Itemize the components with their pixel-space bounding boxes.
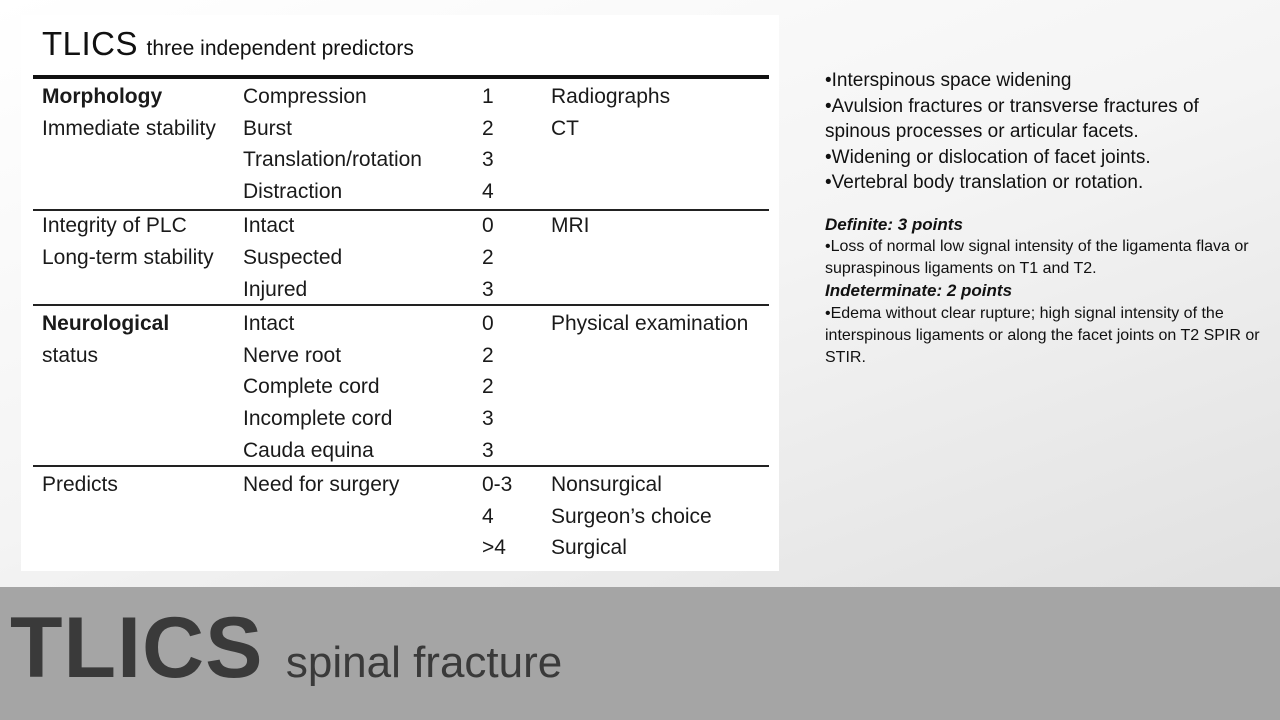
- table-cell-c3: 2: [482, 245, 494, 269]
- table-cell-c1: status: [42, 343, 99, 367]
- table-cell-c3: 2: [482, 116, 494, 140]
- table-cell-c2: Translation/rotation: [243, 148, 422, 172]
- table-row: [42, 81, 772, 113]
- table-cell-c4: MRI: [551, 214, 590, 238]
- table-cell-c3: 0-3: [482, 473, 513, 497]
- table-cell-c3: 0: [482, 312, 494, 336]
- table-row: [42, 340, 772, 372]
- table-cell-c2: Burst: [243, 116, 293, 140]
- table-cell-c3: 3: [482, 438, 494, 462]
- table-cell-c2: Intact: [243, 214, 295, 238]
- table-cell-c3: >4: [482, 536, 506, 560]
- slide-title: [10, 599, 562, 698]
- title-banner: [0, 587, 1280, 720]
- table-cell-c1: Integrity of PLC: [42, 214, 187, 238]
- finding-item: •Avulsion fractures or transverse fractures of spinous processes or articular facets.: [825, 95, 1199, 142]
- table-cell-c3: 1: [482, 85, 494, 108]
- table-cell-c4: Radiographs: [551, 85, 671, 108]
- table-cell-c3: 3: [482, 148, 494, 172]
- table-row: [42, 210, 772, 242]
- table-cell-c4: Nonsurgical: [551, 473, 662, 497]
- table-cell-c3: 2: [482, 375, 494, 399]
- table-cell-c2: Nerve root: [243, 343, 342, 367]
- table-cell-c2: Complete cord: [243, 375, 380, 399]
- tlics-table-card: [21, 15, 779, 571]
- slide-title-main: TLICS: [10, 600, 264, 696]
- table-cell-c2: Cauda equina: [243, 438, 374, 462]
- table-row: [42, 501, 772, 533]
- indeterminate-text: •Edema without clear rupture; high signal intensity of the interspinous ligaments or along the facet joints on T2 SPIR or STIR.: [825, 304, 1260, 367]
- table-cell-c1: Neurological: [42, 312, 170, 336]
- imaging-findings-list: [825, 68, 1265, 196]
- table-cell-c1: Predicts: [42, 473, 118, 497]
- indeterminate-heading: Indeterminate: 2 points: [825, 281, 1013, 301]
- table-cell-c4: Surgeon’s choice: [551, 504, 712, 528]
- table-cell-c2: Incomplete cord: [243, 406, 393, 430]
- finding-item: •Vertebral body translation or rotation.: [825, 172, 1144, 193]
- table-cell-c2: Need for surgery: [243, 473, 400, 497]
- table-row: [42, 242, 772, 274]
- table-cell-c3: 4: [482, 504, 494, 528]
- table-row: [42, 113, 772, 145]
- definite-heading: Definite: 3 points: [825, 214, 963, 234]
- table-row: [42, 274, 772, 306]
- table-cell-c3: 4: [482, 179, 494, 203]
- finding-item: •Widening or dislocation of facet joints.: [825, 146, 1151, 168]
- table-cell-c3: 3: [482, 277, 494, 301]
- plc-definitions: [825, 214, 1265, 370]
- table-cell-c4: CT: [551, 116, 579, 140]
- table-top-rule: [33, 75, 769, 79]
- table-title-main: TLICS: [42, 25, 139, 62]
- table-cell-c1: Immediate stability: [42, 116, 216, 140]
- table-cell-c3: 3: [482, 406, 494, 430]
- table-cell-c2: Injured: [243, 277, 308, 301]
- definite-text: •Loss of normal low signal intensity of the ligamenta flava or supraspinous ligaments on T1 and T2.: [825, 237, 1249, 278]
- table-cell-c2: Compression: [243, 85, 367, 108]
- table-cell-c1: Morphology: [42, 85, 163, 108]
- table-cell-c3: 0: [482, 214, 494, 238]
- notes-panel: [825, 68, 1265, 370]
- finding-item: •Interspinous space widening: [825, 70, 1072, 91]
- table-cell-c3: 2: [482, 343, 494, 367]
- table-row: [42, 308, 772, 340]
- table-title: [42, 25, 414, 63]
- table-row: [42, 176, 772, 208]
- table-row: [42, 403, 772, 435]
- table-row: [42, 435, 772, 467]
- table-cell-c4: Surgical: [551, 536, 627, 560]
- table-row: [42, 532, 772, 564]
- tlics-table: [42, 81, 772, 564]
- table-row: [42, 144, 772, 176]
- table-row: [42, 371, 772, 403]
- table-cell-c2: Intact: [243, 312, 295, 336]
- table-row: [42, 469, 772, 501]
- slide-title-sub: spinal fracture: [285, 638, 563, 687]
- table-cell-c2: Distraction: [243, 179, 343, 203]
- table-cell-c4: Physical examination: [551, 312, 749, 336]
- table-cell-c1: Long-term stability: [42, 245, 214, 269]
- table-cell-c2: Suspected: [243, 245, 343, 269]
- table-title-sub: three independent predictors: [146, 37, 414, 60]
